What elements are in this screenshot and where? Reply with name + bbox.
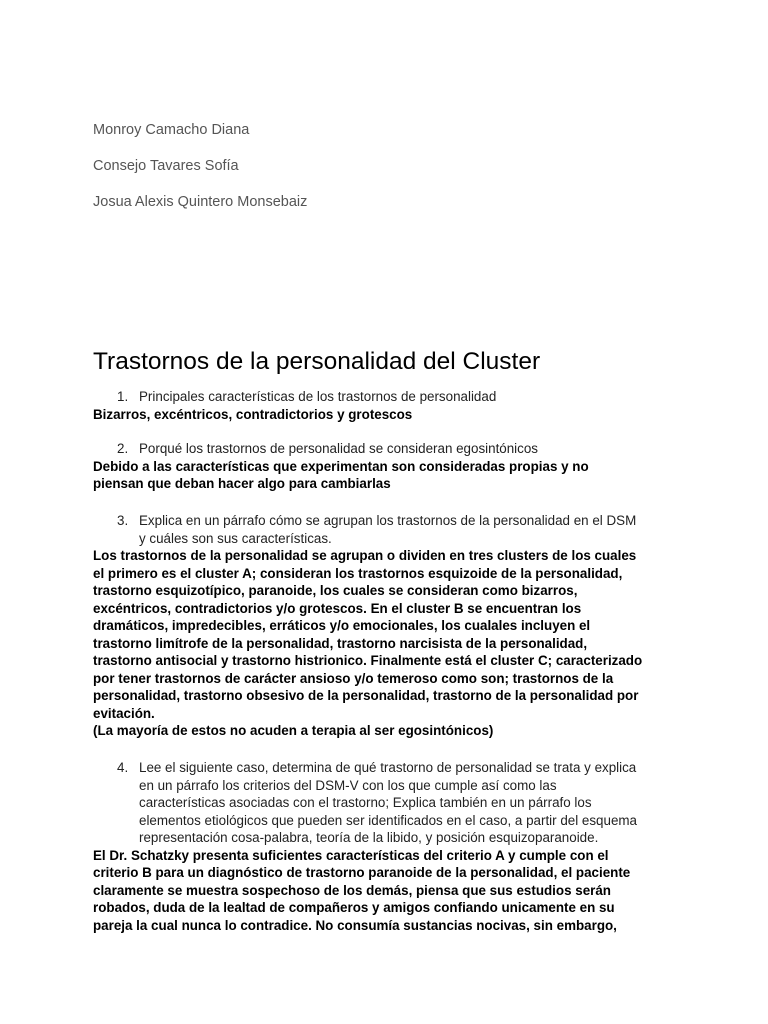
question-number: 3. [117, 513, 129, 528]
question-3 [93, 512, 683, 547]
question-block-4 [93, 759, 683, 934]
question-text: Porqué los trastornos de personalidad se consideran egosintónicos [139, 441, 538, 456]
author-name: Consejo Tavares Sofía [93, 158, 239, 174]
question-text: Principales características de los trastornos de personalidad [139, 389, 497, 404]
question-block-2 [93, 440, 683, 493]
answer-1: Bizarros, excéntricos, contradictorios y grotescos [93, 406, 413, 422]
question-text: Explica en un párrafo cómo se agrupan los trastornos de la personalidad en el DSM y cuáles son sus características. [139, 513, 637, 546]
author-name: Monroy Camacho Diana [93, 122, 250, 138]
question-1 [93, 388, 683, 406]
question-2 [93, 440, 683, 458]
question-number: 2. [117, 441, 129, 456]
question-block-1 [93, 388, 683, 423]
question-number: 4. [117, 760, 129, 775]
author-name: Josua Alexis Quintero Monsebaiz [93, 194, 308, 210]
question-number: 1. [117, 389, 129, 404]
answer-3: Los trastornos de la personalidad se agrupan o dividen en tres clusters de los cuales el primero es el cluster A; consideran los trastornos esquizoide de la personalidad, trastorno esquizotípico, paranoide, los cuales se consideran como bizarros, excéntricos, contradictorios y/o grotescos. En el cluster B se encuentran los dramáticos, impredecibles, erráticos y/o emocionales, los cualales incluyen el trastorno limítrofe de la personalidad, trastorno narcisista de la personalidad, trastorno antisocial y trastorno histrionico. Finalmente está el cluster C; caracterizado por tener trastornos de carácter ansioso y/o temeroso como son; trastornos de la personalidad, trastorno obsesivo de la personalidad, trastorno de la personalidad por evitación. (La mayoría de estos no acuden a terapia al ser egosintónicos) [93, 548, 643, 738]
document-title: Trastornos de la personalidad del Cluster [93, 348, 541, 375]
author-list [93, 121, 307, 229]
question-text: Lee el siguiente caso, determina de qué trastorno de personalidad se trata y explica en un párrafo los criterios del DSM-V con los que cumple así como las características asociadas con el trastorno; Explica también en un párrafo los elementos etiológicos que pueden ser identificados en el caso, a partir del esquema representación cosa-palabra, teoría de la libido, y posición esquizoparanoide. [139, 760, 637, 845]
question-4 [93, 759, 683, 847]
answer-4: El Dr. Schatzky presenta suficientes características del criterio A y cumple con el criterio B para un diagnóstico de trastorno paranoide de la personalidad, el paciente claramente se muestra sospechoso de los demás, piensa que sus estudios serán robados, duda de la lealtad de compañeros y amigos confiando unicamente en su pareja la cual nunca lo contradice. No consumía sustancias nocivas, sin embargo, [93, 847, 631, 933]
answer-2: Debido a las características que experimentan son consideradas propias y no piensan que deban hacer algo para cambiarlas [93, 458, 589, 491]
question-block-3 [93, 512, 683, 740]
